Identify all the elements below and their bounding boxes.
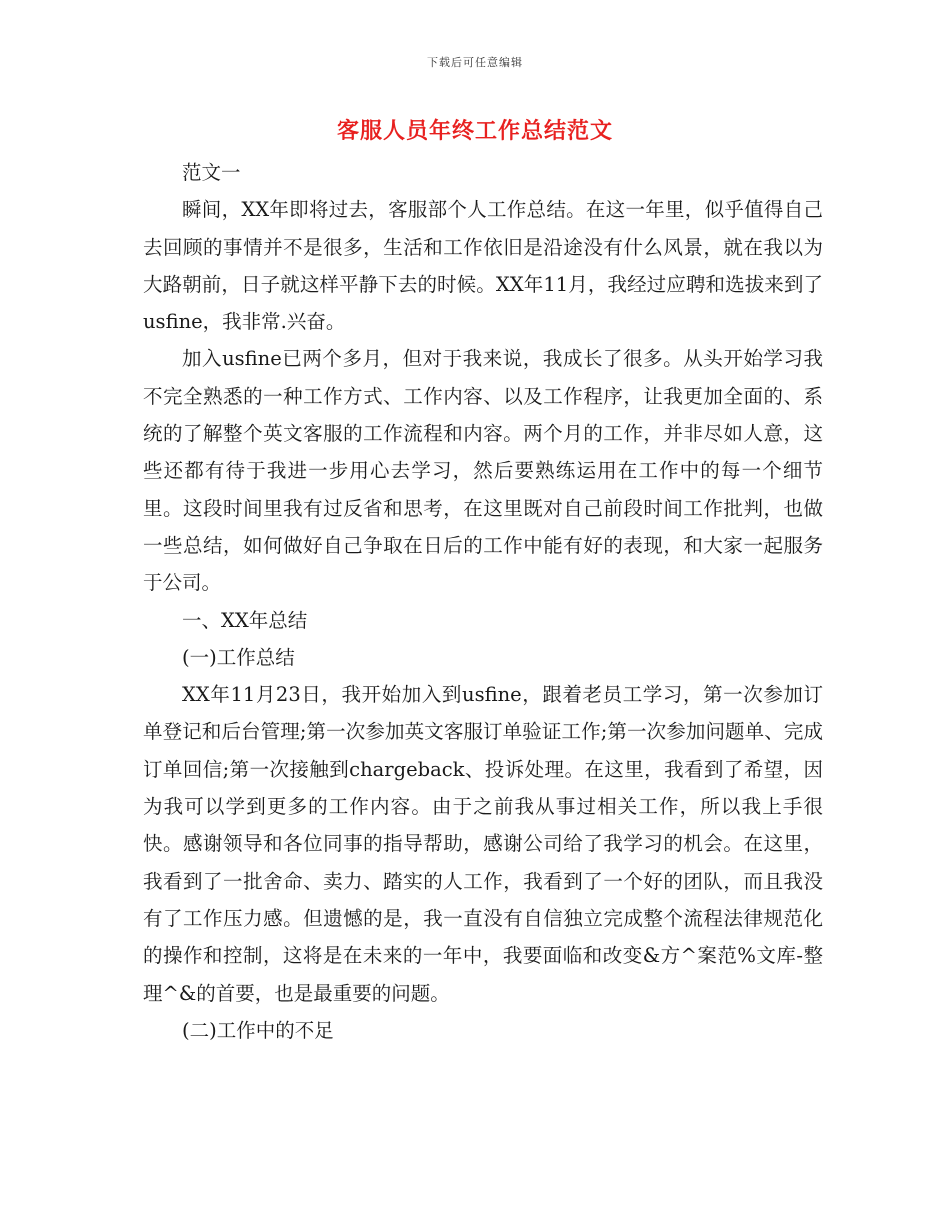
paragraph-joining: 加入usfine已两个多月，但对于我来说，我成长了很多。从头开始学习我不完全熟悉的一种工作方式、工作内容、以及工作程序，让我更加全面的、系统的了解整个英文客服的工作流程和内容。两个月的工作，并非尽如人意，这些还都有待于我进一步用心去学习，然后要熟练运用在工作中的每一个细节里。这段时间里我有过反省和思考，在这里既对自己前段时间工作批判，也做一些总结，如何做好自己争取在日后的工作中能有好的表现，和大家一起服务于公司。: [143, 347, 823, 595]
header-note: 下载后可任意编辑: [427, 56, 523, 69]
heading-year-summary: 一、XX年总结: [182, 608, 308, 632]
section-label: 范文一: [182, 161, 241, 184]
paragraph-intro: 瞬间，XX年即将过去，客服部个人工作总结。在这一年里，似乎值得自己去回顾的事情并不是很多，生活和工作依旧是沿途没有什么风景，就在我以为大路朝前，日子就这样平静下去的时候。XX年11月，我经过应聘和选拔来到了usfine，我非常.兴奋。: [143, 198, 823, 334]
paragraph-work-summary: XX年11月23日，我开始加入到usfine，跟着老员工学习，第一次参加订单登记和后台管理;第一次参加英文客服订单验证工作;第一次参加问题单、完成订单回信;第一次接触到chargeback、投诉处理。在这里，我看到了希望，因为我可以学到更多的工作内容。由于之前我从事过相关工作，所以我上手很快。感谢领导和各位同事的指导帮助，感谢公司给了我学习的机会。在这里，我看到了一批舍命、卖力、踏实的人工作，我看到了一个好的团队，而且我没有了工作压力感。但遗憾的是，我一直没有自信独立完成整个流程法律规范化的操作和控制，这将是在未来的一年中，我要面临和改变&方^案范%文库-整理^&的首要，也是最重要的问题。: [143, 683, 823, 1005]
document-title: 客服人员年终工作总结范文: [336, 118, 613, 144]
heading-work-summary: (一)工作总结: [182, 645, 295, 669]
document-body: [143, 154, 823, 1049]
heading-shortcomings: (二)工作中的不足: [182, 1018, 334, 1042]
